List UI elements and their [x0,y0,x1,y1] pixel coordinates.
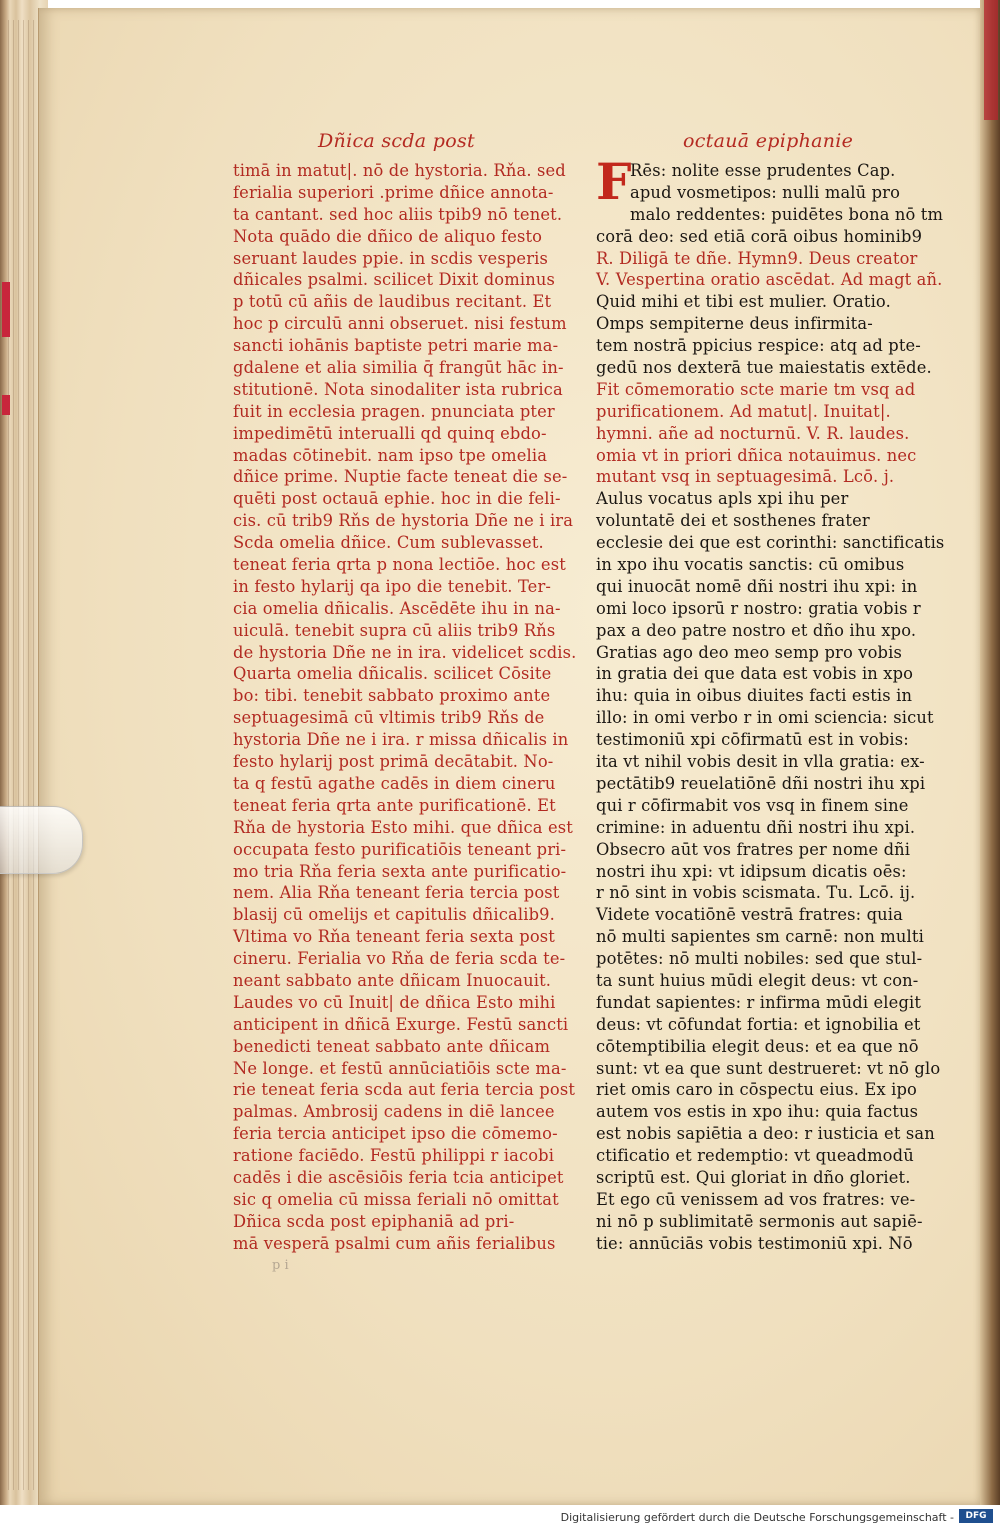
marginal-note: p i [272,1258,289,1273]
left-line: uiculā. tenebit supra cū aliis trib9 Rňs [233,620,556,640]
left-line: dñice prime. Nuptie facte teneat die se- [233,467,568,487]
right-line: riet omis caro in cōspectu eius. Ex ipo [596,1080,917,1100]
running-head-left: Dñica scda post [318,130,475,152]
right-line: Omps sempiterne deus infirmita- [596,314,873,334]
right-line: hymni. añe ad nocturnū. V. R. laudes. [596,423,910,443]
red-binding [984,0,998,120]
left-line: cineru. Ferialia vo Rňa de feria scda te- [233,949,566,969]
footer-credit: Digitalisierung gefördert durch die Deutsche Forschungsgemeinschaft - [560,1511,954,1524]
left-line: quēti post octauā ephie. hoc in die feli- [233,489,561,509]
right-line: ihu: quia in oibus diuites facti estis in [596,686,913,706]
right-line: omi loco ipsorū r nostro: gratia vobis r [596,598,921,618]
left-line: nem. Alia Rňa teneant feria tercia post [233,883,560,903]
right-line: Obsecro aūt vos fratres per nome dñi [596,839,911,859]
right-line: tem nostrā ppicius respice: atq ad pte- [596,336,921,356]
left-line: gdalene et alia similia q̄ frangūt hāc in- [233,358,564,378]
right-line: malo reddentes: puidētes bona nō tm [630,204,944,224]
left-line: neant sabbato ante dñicam Inuocauit. [233,970,552,990]
left-line: mā vesperā psalmi cum añis ferialibus [233,1233,556,1253]
left-line: madas cōtinebit. nam ipso tpe omelia [233,445,548,465]
running-head-right: octauā epiphanie [683,130,854,152]
right-line: Quid mihi et tibi est mulier. Oratio. [596,292,891,312]
right-line: Aulus vocatus apls xpi ihu per [596,489,849,509]
right-line: ecclesie dei que est corinthi: sanctificatis [596,533,945,553]
right-line: sunt: vt ea que sunt destrueret: vt nō glo [596,1058,941,1078]
right-line: in gratia dei que data est vobis in xpo [596,664,914,684]
left-line: Rňa de hystoria Esto mihi. que dñica est [233,817,573,837]
right-line: r nō sint in vobis scismata. Tu. Lcō. ij. [596,883,916,903]
left-line: fuit in ecclesia pragen. pnunciata pter [233,401,555,421]
right-line: est nobis sapiētia a deo: r iusticia et san [596,1124,935,1144]
left-line: rie teneat feria scda aut feria tercia post [233,1080,576,1100]
left-line: occupata festo purificatiōis teneant pri- [233,839,567,859]
right-line: ni nō p sublimitatē sermonis aut sapiē- [596,1211,923,1231]
right-line: R. Diligā te dñe. Hymn9. Deus creator [596,248,918,268]
left-line: cadēs i die ascēsiōis feria tcia anticipet [233,1167,564,1187]
right-line: qui inuocāt nomē dñi nostri ihu xpi: in [596,576,918,596]
left-line: benedicti teneat sabbato ante dñicam [233,1036,551,1056]
left-line: Scda omelia dñice. Cum sublevasset. [233,533,544,553]
book-right-edge [980,0,1000,1505]
right-line: deus: vt cōfundat fortia: et ignobilia et [596,1014,921,1034]
right-line: illo: in omi verbo r in omi sciencia: sicut [596,708,934,728]
left-text-column [233,160,578,1255]
left-line: mo tria Rňa feria sexta ante purificatio- [233,861,567,881]
left-line: sic q omelia cū missa feriali nō omittat [233,1189,559,1209]
left-line: blasij cū omelijs et capitulis dñicalib9. [233,905,556,925]
left-line: teneat feria qrta ante purificationē. Et [233,795,556,815]
left-line: Quarta omelia dñicalis. scilicet Cōsite [233,664,552,684]
left-line: bo: tibi. tenebit sabbato proximo ante [233,686,551,706]
left-line: Vltima vo Rňa teneant feria sexta post [233,927,555,947]
left-line: hoc p circulū anni obseruet. nisi festum [233,314,567,334]
right-line: ita vt nihil vobis desit in vlla gratia: ex- [596,752,925,772]
left-line: palmas. Ambrosij cadens in diē lancee [233,1102,555,1122]
right-line: fundat sapientes: r infirma mūdi elegit [596,992,922,1012]
right-line: pax a deo patre nostro et dño ihu xpo. [596,620,917,640]
left-line: septuagesimā cū vltimis trib9 Rňs de [233,708,545,728]
left-line: impedimētū interualli qd quinq ebdo- [233,423,547,443]
right-line: ctificatio et redemptio: vt queadmodū [596,1146,914,1166]
left-line: teneat feria qrta p nona lectiōe. hoc est [233,555,566,575]
left-line: ta q festū agathe cadēs in diem cineru [233,773,556,793]
right-line: testimoniū xpi cōfirmatū est in vobis: [596,730,909,750]
page-clip-tab [0,806,83,874]
left-line: Dñica scda post epiphaniā ad pri- [233,1211,515,1231]
right-line: purificationem. Ad matut|. Inuitat|. [596,401,891,421]
right-line: Gratias ago deo meo semp pro vobis [596,642,902,662]
right-line: gedū nos dexterā tue maiestatis extēde. [596,358,932,378]
right-line: in xpo ihu vocatis sanctis: cū omibus [596,555,905,575]
right-line: qui r cōfirmabit vos vsq in finem sine [596,795,909,815]
right-line: nostri ihu xpi: vt idipsum dicatis oēs: [596,861,907,881]
left-line: stitutionē. Nota sinodaliter ista rubrica [233,379,563,399]
left-line: cia omelia dñicalis. Ascēdēte ihu in na- [233,598,561,618]
right-line: V. Vespertina oratio ascēdat. Ad magt añ. [596,270,943,290]
right-line: corā deo: sed etiā corā oibus hominib9 [596,226,923,246]
right-line: mutant vsq in septuagesimā. Lcō. j. [596,467,895,487]
left-line: feria tercia anticipet ipso die cōmemo- [233,1124,558,1144]
right-line: Et ego cū venissem ad vos fratres: ve- [596,1189,916,1209]
right-text-column [596,152,945,1255]
red-bookmark-marker-small [2,395,10,415]
right-line: ta sunt huius mūdi elegit deus: vt con- [596,970,919,990]
right-line: nō multi sapientes sm carnē: non multi [596,927,924,947]
left-line: in festo hylarij qa ipo die tenebit. Ter- [233,576,552,596]
red-bookmark-marker [2,282,10,337]
left-line: ratione faciēdo. Festū philippi r iacobi [233,1146,555,1166]
right-line: autem vos estis in xpo ihu: quia factus [596,1102,919,1122]
left-line: Nota quādo die dñico de aliquo festo [233,226,543,246]
right-line: cōtemptibilia elegit deus: et ea que nō [596,1036,919,1056]
right-line: omia vt in priori dñica notauimus. nec [596,445,917,465]
right-line: tie: annūciās vobis testimoniū xpi. Nō [596,1233,913,1253]
left-line: de hystoria Dñe ne in ira. videlicet scdis. [233,642,577,662]
left-line: Laudes vo cū Inuit| de dñica Esto mihi [233,992,556,1012]
left-line: timā in matut|. nō de hystoria. Rňa. sed [233,161,566,180]
left-line: ta cantant. sed hoc aliis tpib9 nō tenet. [233,204,563,224]
dfg-logo: DFG [959,1509,993,1523]
decorated-initial-f: F [596,152,632,211]
right-line: Rēs: nolite esse prudentes Cap. [630,161,896,180]
left-line: ferialia superiori .prime dñice annota- [233,182,554,202]
right-line: crimine: in aduentu dñi nostri ihu xpi. [596,817,916,837]
left-line: p totū cū añis de laudibus recitant. Et [233,292,552,312]
left-line: festo hylarij post primā decātabit. No- [233,752,554,772]
left-line: dñicales psalmi. scilicet Dixit dominus [233,270,555,290]
right-line: pectātib9 reuelatiōnē dñi nostri ihu xpi [596,773,926,793]
left-line: Ne longe. et festū annūciatiōis scte ma- [233,1058,567,1078]
right-line: scriptū est. Qui gloriat in dño gloriet. [596,1167,911,1187]
right-line: apud vosmetipos: nulli malū pro [630,182,901,202]
page-edges [8,20,42,1490]
left-line: hystoria Dñe ne i ira. r missa dñicalis in [233,730,569,750]
left-line: seruant laudes ppie. in scdis vesperis [233,248,548,268]
right-line: voluntatē dei et sosthenes frater [596,511,870,531]
left-line: sancti iohānis baptiste petri marie ma- [233,336,559,356]
right-line: Videte vocatiōnē vestrā fratres: quia [596,905,904,925]
left-line: anticipent in dñicā Exurge. Festū sancti [233,1014,569,1034]
left-line: cis. cū trib9 Rňs de hystoria Dñe ne i ira [233,511,574,531]
right-line: Fit cōmemoratio scte marie tm vsq ad [596,379,916,399]
right-line: potētes: nō multi nobiles: sed que stul- [596,949,923,969]
